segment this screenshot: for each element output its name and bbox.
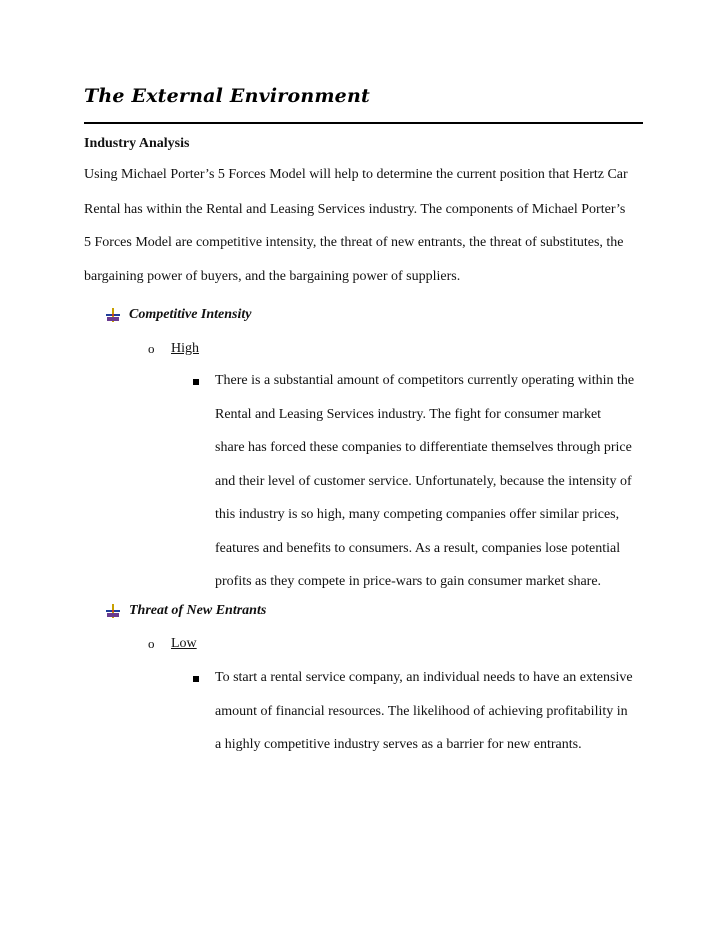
section-heading: Industry Analysis: [84, 136, 190, 151]
force-item: [106, 602, 266, 620]
force-detail-line: profits as they compete in price-wars to gain consumer market share.: [215, 574, 602, 589]
force-name: Threat of New Entrants: [129, 603, 267, 618]
force-rating: [148, 635, 197, 653]
intro-line: bargaining power of buyers, and the bargaining power of suppliers.: [84, 269, 461, 284]
hollow-circle-bullet-icon: o: [148, 341, 155, 356]
force-detail-line: amount of financial resources. The likelihood of achieving profitability in: [215, 704, 628, 719]
force-name: Competitive Intensity: [129, 307, 252, 322]
force-detail-line: this industry is so high, many competing companies offer similar prices,: [215, 507, 620, 522]
page-title: The External Environment: [84, 85, 370, 107]
force-detail-line: There is a substantial amount of competitors currently operating within the: [215, 373, 635, 388]
force-rating: [148, 340, 199, 358]
rating-label: Low: [171, 636, 197, 651]
force-detail-line: share has forced these companies to differentiate themselves through price: [215, 440, 632, 455]
intro-line: Using Michael Porter’s 5 Forces Model will help to determine the current position that Hertz Car: [84, 167, 628, 182]
rating-label: High: [171, 341, 199, 356]
square-bullet-icon: [193, 379, 199, 385]
title-divider: [84, 122, 643, 124]
force-detail-line: a highly competitive industry serves as a barrier for new entrants.: [215, 737, 582, 752]
force-detail-line: features and benefits to consumers. As a result, companies lose potential: [215, 541, 621, 556]
square-bullet-icon: [193, 676, 199, 682]
starburst-bullet-icon: [106, 308, 120, 322]
force-detail-line: Rental and Leasing Services industry. The fight for consumer market: [215, 407, 602, 422]
intro-line: Rental has within the Rental and Leasing Services industry. The components of Michael Porter’s: [84, 202, 626, 217]
force-detail-line: and their level of customer service. Unfortunately, because the intensity of: [215, 474, 632, 489]
force-detail-line: To start a rental service company, an individual needs to have an extensive: [215, 670, 633, 685]
force-item: [106, 306, 252, 324]
intro-line: 5 Forces Model are competitive intensity, the threat of new entrants, the threat of substitutes, the: [84, 235, 624, 250]
hollow-circle-bullet-icon: o: [148, 636, 155, 651]
starburst-bullet-icon: [106, 604, 120, 618]
